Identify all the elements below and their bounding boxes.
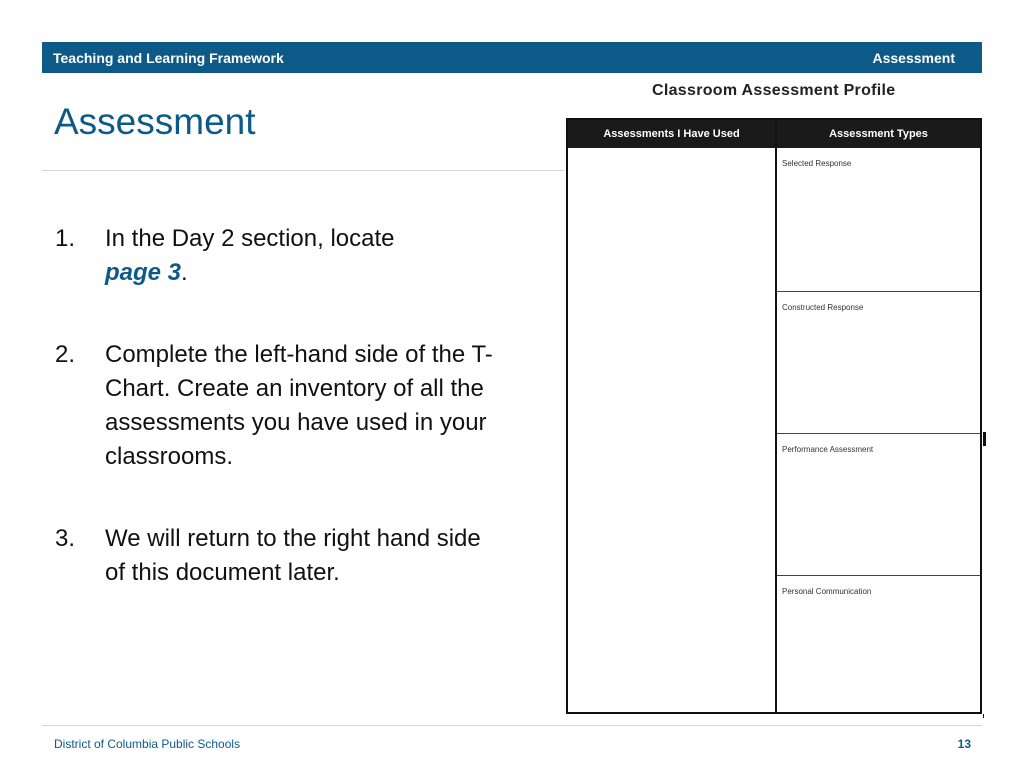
instruction-number: 3.: [55, 525, 76, 552]
header-section-title: Assessment: [872, 50, 955, 66]
instruction-text-after: .: [181, 259, 188, 286]
assessments-used-header: Assessments I Have Used: [568, 120, 775, 148]
type-cell-constructed-response: [777, 291, 980, 433]
instruction-item: [55, 338, 505, 474]
profile-title: Classroom Assessment Profile: [652, 82, 896, 99]
type-label: Performance Assessment: [782, 445, 874, 454]
instruction-list: [55, 222, 505, 638]
type-label: Selected Response: [782, 159, 852, 168]
table-edge-mark: [983, 714, 989, 718]
type-label: Personal Communication: [782, 587, 872, 596]
footer-organization: District of Columbia Public Schools: [54, 737, 241, 751]
instruction-text-before: In the Day 2 section, locate: [105, 225, 395, 252]
instruction-text: Complete the left-hand side of the T-Chart. Create an inventory of all the assessments you have used in your classrooms.: [105, 341, 493, 470]
type-cell-performance-assessment: [777, 433, 980, 575]
instruction-number: 1.: [55, 225, 76, 252]
footer-divider: [42, 725, 982, 726]
page-number: 13: [957, 737, 971, 751]
title-divider: [42, 170, 564, 171]
assessment-types-header: Assessment Types: [777, 120, 980, 148]
header-framework-title: Teaching and Learning Framework: [53, 50, 284, 66]
type-label: Constructed Response: [782, 303, 864, 312]
t-chart: [566, 118, 982, 714]
instruction-text: We will return to the right hand side of this document later.: [105, 525, 481, 586]
page-reference: page 3: [105, 259, 182, 286]
instruction-item: [55, 222, 505, 290]
slide-title: Assessment: [54, 101, 256, 142]
header-bar: [42, 42, 982, 73]
type-cell-personal-communication: [777, 575, 980, 712]
table-edge-mark: [983, 432, 986, 446]
instruction-item: [55, 522, 505, 590]
type-cell-selected-response: [777, 148, 980, 291]
instruction-text: [105, 222, 505, 290]
instruction-number: 2.: [55, 341, 76, 368]
